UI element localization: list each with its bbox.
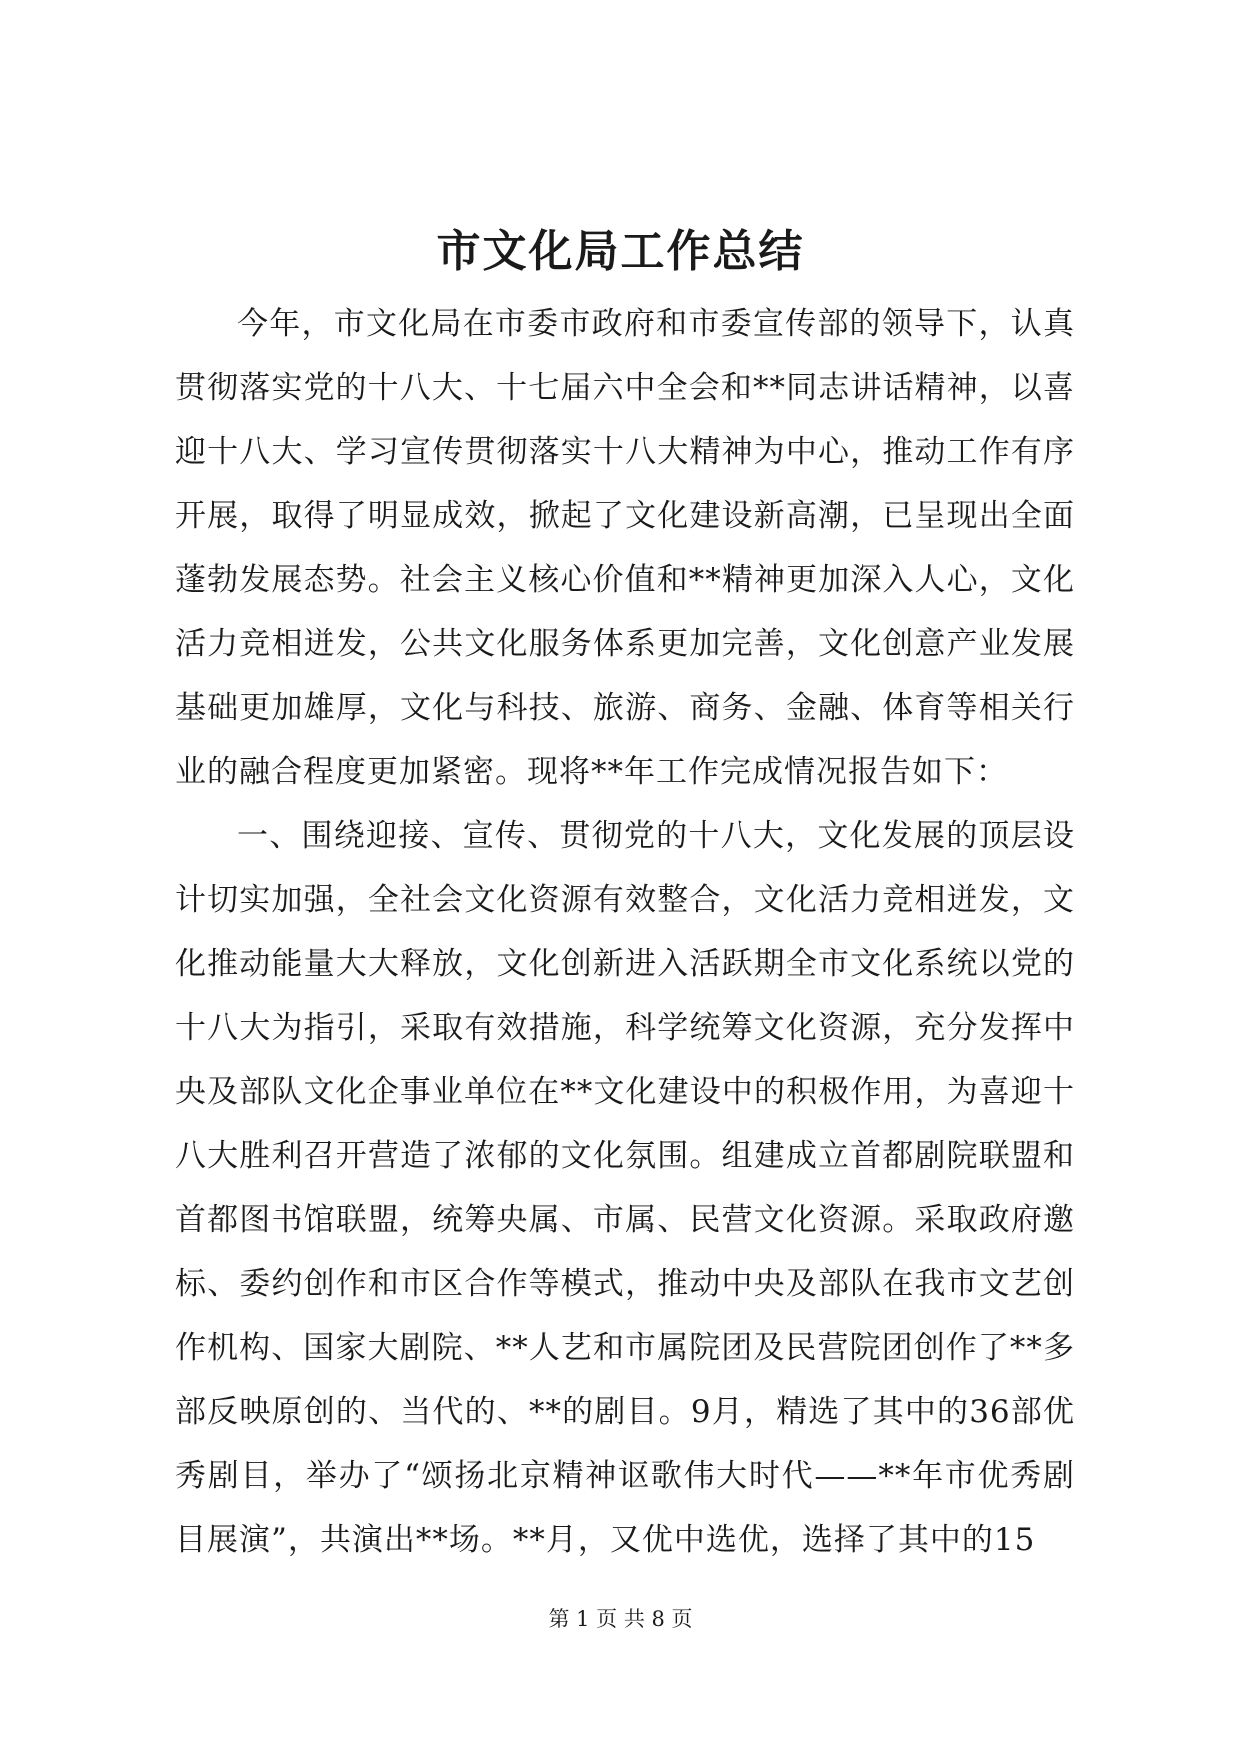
document-title: 市文化局工作总结 xyxy=(436,226,805,277)
page-number: 第 1 页 共 8 页 xyxy=(548,1607,693,1631)
document-body xyxy=(175,292,1075,1572)
paragraph-section-one: 一、围绕迎接、宣传、贯彻党的十八大，文化发展的顶层设计切实加强，全社会文化资源有效整合，文化活力竞相迸发，文化推动能量大大释放，文化创新进入活跃期全市文化系统以党的十八大为指引，采取有效措施，科学统筹文化资源，充分发挥中央及部队文化企事业单位在**文化建设中的积极作用，为喜迎十八大胜利召开营造了浓郁的文化氛围。组建成立首都剧院联盟和首都图书馆联盟，统筹央属、市属、民营文化资源。采取政府邀标、委约创作和市区合作等模式，推动中央及部队在我市文艺创作机构、国家大剧院、**人艺和市属院团及民营院团创作了**多部反映原创的、当代的、**的剧目。9月，精选了其中的36部优秀剧目，举办了“颂扬北京精神讴歌伟大时代——**年市优秀剧目展演”，共演出**场。**月，又优中选优，选择了其中的15 xyxy=(175,818,1075,1558)
paragraph-intro: 今年，市文化局在市委市政府和市委宣传部的领导下，认真贯彻落实党的十八大、十七届六中全会和**同志讲话精神，以喜迎十八大、学习宣传贯彻落实十八大精神为中心，推动工作有序开展，取得了明显成效，掀起了文化建设新高潮，已呈现出全面蓬勃发展态势。社会主义核心价值和**精神更加深入人心，文化活力竞相迸发，公共文化服务体系更加完善，文化创意产业发展基础更加雄厚，文化与科技、旅游、商务、金融、体育等相关行业的融合程度更加紧密。现将**年工作完成情况报告如下： xyxy=(175,306,1075,790)
